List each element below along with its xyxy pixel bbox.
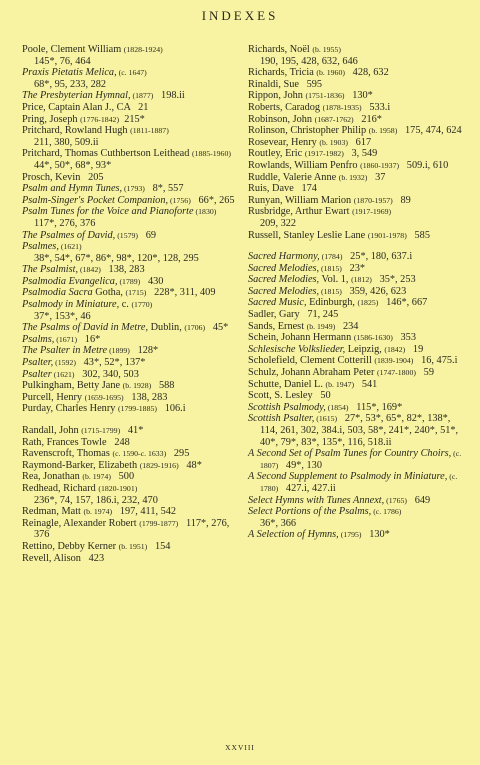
- index-entry-part: (1878-1935): [322, 102, 362, 112]
- index-entry-part: 25*, 180, 637.i: [342, 251, 413, 263]
- index-entry-part: Sadler, Gary 71, 245: [248, 309, 339, 321]
- index-entry-part: 209, 322: [260, 217, 297, 229]
- index-entry-part: Richards, Tricia: [248, 67, 317, 79]
- index-entry-part: (b. 1949): [306, 321, 336, 331]
- index-entry: [248, 379, 466, 391]
- index-entry-part: Rinaldi, Sue 595: [248, 78, 323, 90]
- index-entry-part: (1860-1937): [360, 160, 400, 170]
- index-entry: [248, 195, 466, 207]
- index-entry-part: Psalm Tunes for the Voice and Pianoforte: [22, 206, 194, 218]
- index-entry-part: 228*, 311, 409: [146, 287, 216, 299]
- index-entry: [22, 287, 237, 299]
- index-entry: [22, 206, 237, 229]
- index-entry-part: 23*: [341, 262, 366, 274]
- index-entry-part: 66*, 265: [190, 194, 235, 206]
- index-entry: [248, 79, 466, 91]
- index-entry: [22, 241, 237, 264]
- index-entry-part: (b. 1958): [368, 126, 398, 136]
- index-entry-part: (b. 1974): [82, 472, 111, 482]
- index-entry-part: (1659-1695): [84, 392, 124, 402]
- index-entry-part: Gotha,: [92, 287, 126, 299]
- index-entry-part: 35*, 253: [371, 274, 416, 286]
- index-entry-part: Psalmodia Sacra: [22, 287, 93, 299]
- index-entry: [248, 263, 466, 275]
- index-entry-part: 44*, 50*, 68*, 93*: [34, 148, 237, 171]
- index-entry-part: Edinburgh,: [306, 297, 358, 309]
- index-entry-part: Scottish Psalmody,: [248, 401, 326, 413]
- index-entry: [248, 137, 466, 149]
- index-entry-part: (1747-1800): [376, 368, 416, 378]
- index-entry-part: 45*: [205, 322, 229, 334]
- index-entry-part: Rolinson, Christopher Philip: [248, 125, 369, 137]
- index-entry: [248, 506, 466, 529]
- index-entry-part: 428, 632: [344, 67, 389, 79]
- index-entry-part: Sacred Music,: [248, 297, 307, 309]
- index-entry-part: 430: [140, 275, 164, 287]
- index-entry-part: Scottish Psalter,: [248, 413, 315, 425]
- index-entry-part: 49*, 130: [278, 459, 322, 471]
- index-entry-part: Schein, Johann Hermann: [248, 332, 354, 344]
- index-entry-part: 585: [406, 229, 430, 241]
- index-entry-part: Leipzig,: [345, 343, 385, 355]
- index-entry-part: (1715): [125, 288, 147, 298]
- index-entry-part: 146*, 667: [378, 297, 428, 309]
- index-entry-part: (c. 1647): [116, 68, 147, 78]
- index-entry-part: (1842): [78, 265, 101, 275]
- index-entry-part: (1615): [314, 414, 338, 424]
- index-entry-part: Schutte, Daniel L.: [248, 378, 326, 390]
- index-entry-part: Psalmes,: [22, 241, 59, 253]
- index-entry-part: Purcell, Henry: [22, 391, 85, 403]
- index-entry-part: Vol. 1,: [319, 274, 352, 286]
- index-entry-part: Psalmodia Evangelica,: [22, 275, 118, 287]
- index-entry: [22, 369, 237, 381]
- index-entry: [248, 160, 466, 172]
- index-entry-part: (1828-1924): [123, 45, 163, 54]
- index-entry-part: 198.ii: [153, 90, 185, 102]
- index-entry: [22, 172, 237, 184]
- index-entry-part: Runyan, William Marion: [248, 194, 354, 206]
- index-entry-part: Sands, Ernest: [248, 320, 307, 332]
- index-entry-part: (1621): [51, 369, 75, 379]
- index-entry-part: 3, 549: [343, 148, 378, 160]
- index-entry-part: Praxis Pietatis Melica,: [22, 67, 117, 79]
- index-entry-part: The Psalmes of David,: [22, 229, 116, 241]
- index-entry-part: Scholefield, Clement Cotterill: [248, 355, 375, 367]
- index-entry-part: 617: [347, 136, 372, 148]
- index-entry-part: Redhead, Richard: [22, 482, 99, 494]
- index-entry-part: 541: [354, 378, 378, 390]
- index-entry: [248, 274, 466, 286]
- index-entry-part: 16*: [77, 333, 101, 345]
- index-entry-part: Raymond-Barker, Elizabeth: [22, 459, 140, 471]
- index-entry: [248, 495, 466, 507]
- index-entry-part: Robinson, John: [248, 113, 315, 125]
- index-entry-part: 500: [110, 471, 135, 483]
- index-entry-part: (b. 1903): [319, 137, 348, 147]
- index-entry: [248, 251, 466, 263]
- index-entry-part: 38*, 54*, 67*, 86*, 98*, 120*, 128, 295: [34, 252, 199, 264]
- index-entry-part: Schlesische Volkslieder,: [248, 343, 346, 355]
- index-entry: [22, 67, 237, 90]
- index-entry-part: 427.i, 427.ii: [278, 482, 336, 494]
- index-entry-part: A Second Set of Psalm Tunes for Country Choirs,: [248, 448, 452, 460]
- index-entry: [22, 102, 237, 114]
- index-entry-part: A Second Supplement to Psalmody in Miniature,: [248, 471, 448, 483]
- index-entry-part: (1776-1842): [80, 114, 120, 124]
- index-entry-part: 36*, 366: [260, 517, 297, 529]
- index-entry-part: Russell, Stanley Leslie Lane: [248, 229, 368, 241]
- index-entry-part: Psalm and Hymn Tunes,: [22, 183, 123, 195]
- index-column-right: [248, 44, 466, 541]
- index-entry-part: 234: [335, 320, 359, 332]
- index-entry-part: Rath, Frances Towle 248: [22, 436, 130, 448]
- index-entry-part: 89: [392, 194, 411, 206]
- index-entry-part: Ravenscroft, Thomas: [22, 448, 113, 460]
- index-entry-part: (1812): [351, 275, 372, 285]
- index-entry: [248, 125, 466, 137]
- index-entry: [22, 345, 237, 357]
- index-entry-part: (1917-1969): [352, 207, 392, 217]
- index-entry-part: 68*, 95, 233, 282: [34, 78, 107, 90]
- index-entry-part: Psalm-Singer's Pocket Companion,: [22, 194, 169, 206]
- index-entry-part: (1706): [184, 323, 206, 333]
- index-entry-part: Rosevear, Henry: [248, 136, 320, 148]
- index-entry-part: 215*: [119, 113, 145, 125]
- index-entry-part: Redman, Matt: [22, 506, 84, 518]
- index-entry-part: Ruddle, Valerie Anne: [248, 171, 339, 183]
- index-entry-part: 588: [151, 380, 175, 392]
- index-entry-part: 43*, 52*, 137*: [75, 357, 146, 369]
- index-entry-part: c.: [119, 299, 132, 311]
- index-entry: [22, 541, 237, 553]
- index-entry-part: Pritchard, Thomas Cuthbertson Leithead: [22, 148, 192, 160]
- index-entry-part: (c. 1807): [260, 449, 464, 470]
- index-entry: [22, 183, 237, 195]
- index-entry: [248, 67, 466, 79]
- index-entry: [248, 148, 466, 160]
- index-entry-part: (1885-1960): [191, 149, 231, 159]
- index-entry: [22, 299, 237, 322]
- index-entry: [22, 44, 237, 67]
- index-entry: [22, 425, 237, 437]
- index-entry-part: (1592): [53, 358, 76, 368]
- index-entry-part: (b. 1955): [312, 45, 341, 54]
- index-entry-part: Pulkingham, Betty Jane: [22, 380, 123, 392]
- index-entry-part: 115*, 169*: [348, 401, 403, 413]
- index-entry: [248, 413, 466, 448]
- index-entry: [248, 355, 466, 367]
- index-entry-part: (1621): [58, 242, 82, 252]
- index-entry-part: Roberts, Caradog: [248, 101, 323, 113]
- index-entry-part: 59: [415, 367, 434, 379]
- index-entry: [22, 334, 237, 346]
- index-entry: [22, 518, 237, 541]
- index-entry-part: A Selection of Hymns,: [248, 529, 339, 541]
- index-entry-part: (b. 1947): [325, 379, 355, 389]
- index-entry-part: 117*, 276, 376: [34, 206, 225, 229]
- index-entry-part: 138, 283: [123, 391, 168, 403]
- index-entry-part: (1751-1836): [305, 91, 345, 101]
- index-entry-part: Ruis, Dave 174: [248, 183, 317, 195]
- index-entry-part: (1756): [168, 195, 191, 205]
- index-entry: [22, 437, 237, 449]
- index-entry-part: (1820-1901): [98, 483, 138, 493]
- index-entry-part: 533.i: [361, 101, 391, 113]
- index-entry: [248, 367, 466, 379]
- index-entry: [22, 357, 237, 369]
- index-entry-part: (1799-1885): [118, 404, 157, 414]
- index-entry: [22, 403, 237, 415]
- index-entry-part: (1793): [122, 184, 145, 194]
- index-entry-part: 117*, 276, 376: [34, 517, 232, 541]
- index-entry-part: Pritchard, Rowland Hugh: [22, 125, 131, 137]
- index-entry: [22, 483, 237, 506]
- index-entry: [22, 392, 237, 404]
- index-entry-part: 8*, 557: [144, 183, 184, 195]
- index-entry-part: (1795): [338, 530, 362, 540]
- index-entry: [248, 529, 466, 541]
- index-entry: [22, 380, 237, 392]
- index-entry-part: Sacred Melodies,: [248, 274, 320, 286]
- index-entry-part: 509.i, 610: [399, 159, 449, 171]
- index-entry-part: 130*: [344, 90, 373, 102]
- index-entry-part: 216*: [353, 113, 382, 125]
- index-entry-part: Price, Captain Alan J., CA 21: [22, 101, 149, 113]
- index-entry: [248, 390, 466, 402]
- index-entry-part: (c. 1590-c. 1633): [112, 449, 167, 459]
- index-entry-part: Select Hymns with Tunes Annext,: [248, 494, 385, 506]
- index-entry-part: 69: [138, 229, 157, 241]
- index-entry-part: Prosch, Kevin 205: [22, 171, 104, 183]
- index-entry-part: (1671): [54, 334, 78, 344]
- index-entry: [248, 230, 466, 242]
- index-entry-part: Rea, Jonathan: [22, 471, 83, 483]
- index-entry-part: The Psalter in Metre: [22, 345, 108, 357]
- index-entry: [22, 114, 237, 126]
- index-entry-part: (1870-1957): [353, 195, 393, 205]
- index-entry-part: 41*: [120, 425, 144, 436]
- index-entry-part: 175, 474, 624: [397, 125, 462, 137]
- index-entry-part: Randall, John: [22, 425, 82, 436]
- index-entry-part: Select Portions of the Psalms,: [248, 506, 372, 518]
- index-entry: [22, 506, 237, 518]
- index-entry-part: (1770): [131, 300, 153, 310]
- index-entry: [248, 448, 466, 471]
- index-entry-part: (1811-1887): [130, 126, 169, 136]
- index-entry-part: 190, 195, 428, 632, 646: [260, 55, 358, 67]
- index-entry: [22, 276, 237, 288]
- index-entry-part: (1839-1904): [374, 356, 414, 366]
- index-entry-part: (1829-1916): [139, 460, 179, 470]
- index-entry-part: (b. 1951): [118, 541, 148, 551]
- index-entry-part: (b. 1932): [338, 172, 368, 182]
- index-entry-part: 16, 475.i: [413, 355, 458, 367]
- index-entry: [248, 332, 466, 344]
- index-entry-part: (1899): [107, 346, 130, 356]
- index-entry-part: 27*, 53*, 65*, 82*, 138*, 114, 261, 302, 384.i, 503, 58*, 241*, 240*, 51*, 40*, 79*, 83*, 135*, 116, 518.ii: [260, 413, 461, 448]
- index-entry-part: (b. 1928): [122, 381, 152, 391]
- index-entry-part: 19: [405, 343, 424, 355]
- index-entry-part: Poole, Clement William: [22, 44, 124, 55]
- page-title: INDEXES: [201, 8, 279, 23]
- index-entry-part: 106.i: [156, 403, 186, 415]
- index-entry-part: Psalter,: [22, 357, 54, 369]
- index-entry-part: Sacred Melodies,: [248, 285, 320, 297]
- index-entry-part: Reinagle, Alexander Robert: [22, 517, 140, 529]
- index-entry-part: (1901-1978): [367, 230, 407, 240]
- index-entry-part: (1765): [384, 495, 407, 505]
- index-entry-part: 353: [392, 332, 416, 344]
- index-entry-part: 154: [147, 540, 171, 552]
- index-entry: [248, 286, 466, 298]
- index-entry: [248, 172, 466, 184]
- index-entry-part: (1854): [325, 402, 349, 412]
- index-entry-part: (b. 1974): [83, 507, 113, 517]
- index-entry-part: 138, 283: [100, 264, 145, 276]
- index-entry-part: 197, 411, 542: [112, 506, 177, 518]
- index-entry-part: 302, 340, 503: [74, 368, 139, 380]
- index-entry: [22, 195, 237, 207]
- index-entry-part: Schulz, Johann Abraham Peter: [248, 367, 377, 379]
- index-entry: [22, 230, 237, 242]
- index-entry-part: Rettino, Debby Kerner: [22, 540, 119, 552]
- index-entry: [248, 321, 466, 333]
- index-entry-part: (1784): [319, 252, 343, 262]
- index-entry-part: (1579): [115, 230, 138, 240]
- index-entry-part: Richards, Noël: [248, 44, 313, 55]
- index-entry-part: (1715-1799): [81, 426, 121, 435]
- index-entry: [248, 297, 466, 309]
- index-entry: [248, 471, 466, 494]
- index-entry-part: Rippon, John: [248, 90, 306, 102]
- index-entry: [248, 344, 466, 356]
- index-entry-part: 236*, 74, 157, 186.i, 232, 470: [34, 494, 158, 506]
- index-entry-part: 145*, 76, 464: [34, 55, 91, 67]
- index-column-left: [22, 44, 237, 564]
- index-entry-part: Psalter: [22, 368, 52, 380]
- index-entry-part: (1687-1762): [314, 114, 354, 124]
- index-entry-part: Purday, Charles Henry: [22, 403, 118, 415]
- index-entry-part: (c. 1786): [371, 507, 402, 517]
- index-entry: [248, 402, 466, 414]
- index-entry: [22, 90, 237, 102]
- index-entry: [248, 44, 466, 67]
- index-entry-part: Scott, S. Lesley 50: [248, 390, 331, 402]
- index-entry: [22, 264, 237, 276]
- index-entry: [248, 206, 466, 229]
- index-entry-part: Rusbridge, Arthur Ewart: [248, 206, 353, 218]
- index-entry-part: (1877): [130, 91, 154, 101]
- index-entry-part: (1815): [319, 286, 342, 296]
- index-entry-part: 211, 380, 509.ii: [34, 136, 99, 148]
- page-number: XXVIII: [225, 743, 255, 752]
- index-entry-part: The Presbyterian Hymnal,: [22, 90, 131, 102]
- index-entry-part: Dublin,: [148, 322, 185, 334]
- index-entry-part: 48*: [178, 459, 202, 471]
- index-entry-part: Pring, Joseph: [22, 113, 81, 125]
- index-entry-part: The Psalms of David in Metre,: [22, 322, 149, 334]
- index-entry: [22, 448, 237, 460]
- index-entry-part: (b. 1960): [316, 68, 345, 78]
- index-entry-part: (1830): [193, 207, 217, 217]
- index-entry-part: Routley, Eric: [248, 148, 305, 160]
- index-entry: [248, 114, 466, 126]
- index-entry-part: (c. 1780): [260, 472, 460, 493]
- index-entry: [22, 125, 237, 148]
- index-entry-part: The Psalmist,: [22, 264, 79, 276]
- index-entry: [22, 148, 237, 171]
- index-entry-part: 649: [406, 494, 431, 506]
- index-entry: [248, 102, 466, 114]
- index-entry-part: 295: [166, 448, 190, 460]
- index-entry-part: Psalms,: [22, 333, 55, 345]
- index-entry-part: (1825): [357, 298, 379, 308]
- index-entry-part: (1917-1982): [304, 149, 344, 159]
- index-entry-part: 128*: [129, 345, 159, 357]
- index-entry-part: 359, 426, 623: [341, 285, 407, 297]
- index-entry-part: (1799-1877): [139, 518, 179, 528]
- index-entry-part: (1789): [117, 276, 141, 286]
- index-entry: [22, 471, 237, 483]
- index-entry-part: Revell, Alison 423: [22, 552, 105, 564]
- index-entry-part: Rowlands, William Penfro: [248, 159, 361, 171]
- index-entry-part: Sacred Harmony,: [248, 251, 320, 263]
- index-entry-part: 130*: [361, 529, 390, 541]
- index-entry: [22, 553, 237, 565]
- index-entry-part: 37*, 153*, 46: [34, 310, 91, 322]
- index-entry: [248, 183, 466, 195]
- index-entry-part: (1815): [319, 263, 342, 273]
- index-entry-part: Psalmody in Miniature,: [22, 299, 120, 311]
- index-entry-part: (1842): [384, 344, 406, 354]
- index-entry: [22, 460, 237, 472]
- index-entry: [248, 90, 466, 102]
- index-entry: [248, 309, 466, 321]
- index-entry-part: Sacred Melodies,: [248, 262, 320, 274]
- index-entry: [22, 322, 237, 334]
- index-entry-part: (1586-1630): [353, 333, 393, 343]
- index-entry-part: 37: [367, 171, 386, 183]
